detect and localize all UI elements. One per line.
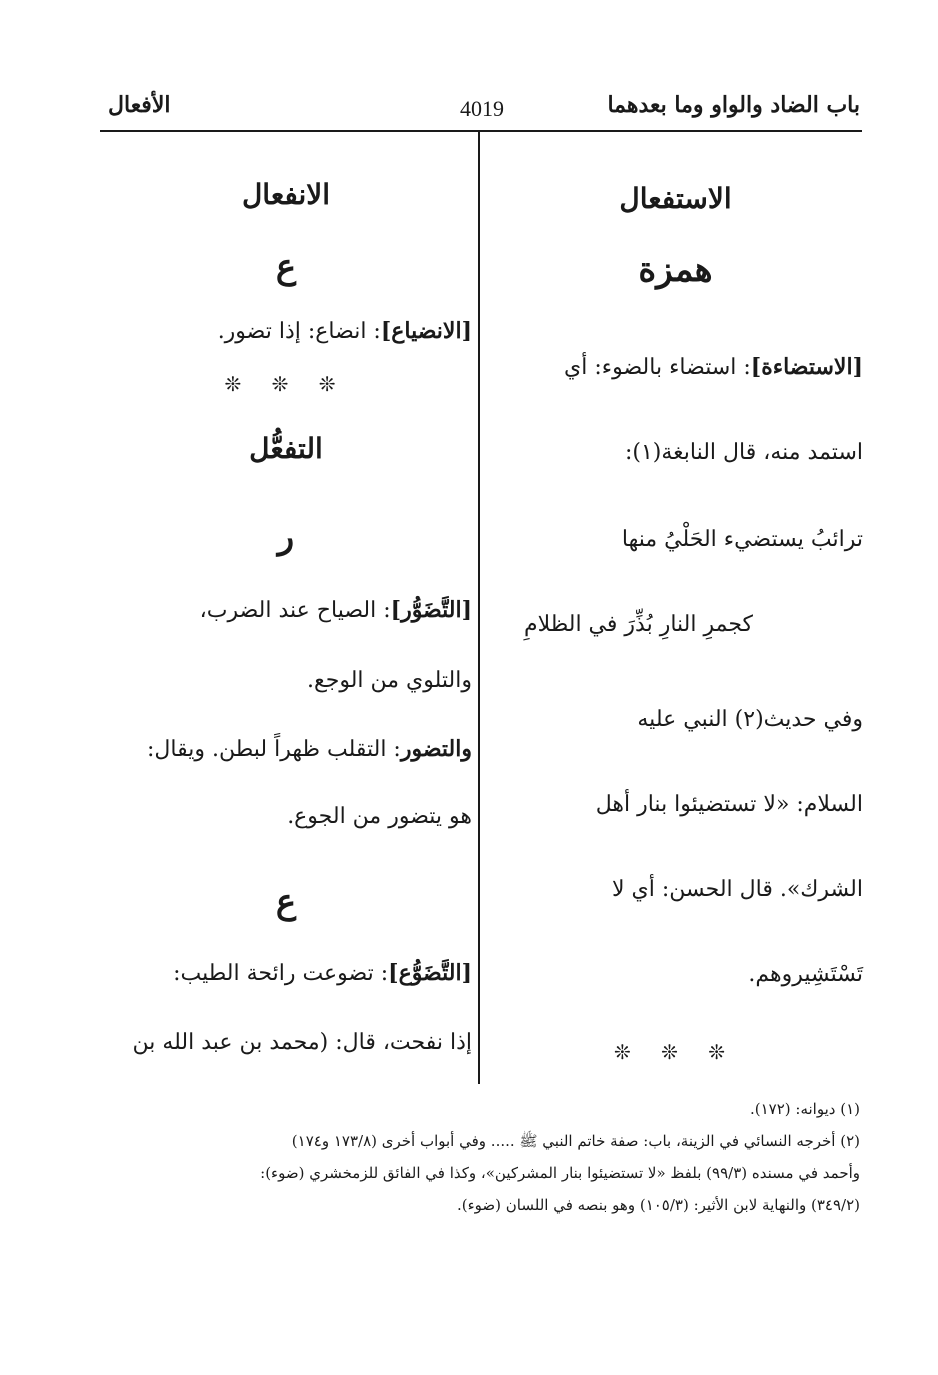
entry-line: هو يتضور من الجوع. <box>287 804 472 829</box>
footnote: (١) ديوانه: (١٧٢). <box>749 1100 860 1118</box>
separator-stars: ❊ ❊ ❊ <box>614 1040 737 1064</box>
entry-line: [الانضياع]: انضاع: إذا تضور. <box>217 318 472 344</box>
entry-line: [الاستضاءة]: استضاء بالضوء: أي <box>564 354 863 380</box>
entry-line: والتضور: التقلب ظهراً لبطن. ويقال: <box>146 736 472 762</box>
letter-heading: ع <box>275 882 297 922</box>
letter-heading: ر <box>277 517 295 557</box>
entry-line: إذا نفحت، قال: (محمد بن عبد الله بن <box>132 1030 472 1055</box>
entry-line: استمد منه، قال النابغة(١): <box>624 440 863 465</box>
page-number: 4019 <box>460 96 504 121</box>
entry-term: والتضور <box>400 736 472 762</box>
page-header <box>100 92 860 132</box>
header-rule <box>100 130 862 132</box>
entry-line: وفي حديث(٢) النبي عليه <box>637 707 863 732</box>
section-running-title: الأفعال <box>108 92 171 118</box>
right-section-title: الاستفعال <box>619 182 732 215</box>
entry-line: [التَّضَوُّر]: الصياح عند الضرب، <box>199 597 472 623</box>
entry-term: [الاستضاءة] <box>750 354 863 380</box>
entry-term: [الانضياع] <box>380 318 472 344</box>
letter-heading: ع <box>275 247 297 287</box>
right-letter-heading: همزة <box>638 250 713 290</box>
entry-line: تَسْتَشِيروهم. <box>748 962 863 987</box>
column-divider <box>478 132 480 1084</box>
entry-line: السلام: «لا تستضيئوا بنار أهل <box>595 792 863 817</box>
entry-line: الشرك». قال الحسن: أي لا <box>611 877 863 902</box>
entry-term: [التَّضَوُّع] <box>388 960 472 986</box>
footnote: (٢) أخرجه النسائي في الزينة، باب: صفة خاتم النبي ﷺ ..... وفي أبواب أخرى (١٧٣/٨ و١٧٤) <box>291 1132 860 1150</box>
section-title: التفعُّل <box>249 432 323 465</box>
left-section-title: الانفعال <box>241 178 331 211</box>
entry-term: [التَّضَوُّر] <box>390 597 472 623</box>
entry-line: [التَّضَوُّع]: تضوعت رائحة الطيب: <box>173 960 472 986</box>
chapter-title: باب الضاد والواو وما بعدهما <box>607 92 860 118</box>
footnote: (٣٤٩/٢) والنهاية لابن الأثير: (١٠٥/٣) وهو بنصه في اللسان (ضوء). <box>456 1196 860 1214</box>
footnote: وأحمد في مسنده (٩٩/٣) بلفظ «لا تستضيئوا بنار المشركين»، وكذا في الفائق للزمخشري (ضوء): <box>260 1164 860 1182</box>
poem-line: كجمرِ النارِ بُذِّرَ في الظلامِ <box>523 612 753 637</box>
poem-line: ترائبُ يستضيء الحَلْيُ منها <box>621 527 863 552</box>
separator-stars: ❊ ❊ ❊ <box>224 372 348 396</box>
entry-line: والتلوي من الوجع. <box>307 668 472 693</box>
